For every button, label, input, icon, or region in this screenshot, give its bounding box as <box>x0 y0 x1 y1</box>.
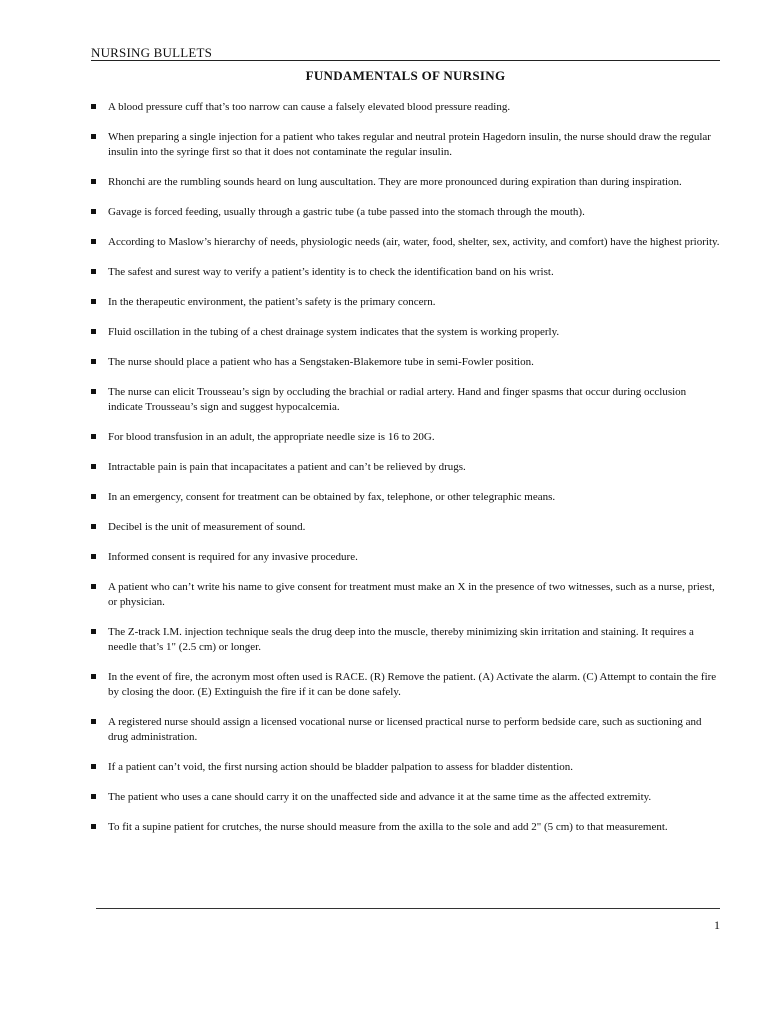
bullet-text: A registered nurse should assign a licensed vocational nurse or licensed practical nurse to perform bedside care, such as suctioning and drug administration. <box>108 716 702 743</box>
square-bullet-icon <box>91 494 96 499</box>
square-bullet-icon <box>91 629 96 634</box>
bullet-item <box>91 295 720 310</box>
bullet-item <box>91 205 720 220</box>
square-bullet-icon <box>91 824 96 829</box>
square-bullet-icon <box>91 524 96 529</box>
bullet-text: Decibel is the unit of measurement of sound. <box>108 521 306 533</box>
bullet-item <box>91 130 720 160</box>
bullet-text: Rhonchi are the rumbling sounds heard on lung auscultation. They are more pronounced during expiration than during inspiration. <box>108 176 682 188</box>
square-bullet-icon <box>91 389 96 394</box>
square-bullet-icon <box>91 584 96 589</box>
page-title: FUNDAMENTALS OF NURSING <box>305 68 506 83</box>
bullet-item <box>91 325 720 340</box>
bullet-text: A patient who can’t write his name to give consent for treatment must make an X in the presence of two witnesses, such as a nurse, priest, or physician. <box>108 581 715 608</box>
bullet-text: The nurse can elicit Trousseau’s sign by occluding the brachial or radial artery. Hand and finger spasms that occur during occlusion indicate Trousseau’s sign and suggest hypocalcemia. <box>108 386 687 413</box>
square-bullet-icon <box>91 464 96 469</box>
bullet-text: Fluid oscillation in the tubing of a chest drainage system indicates that the system is working properly. <box>108 326 560 338</box>
bullet-item <box>91 580 720 610</box>
bullet-text: If a patient can’t void, the first nursing action should be bladder palpation to assess for bladder distention. <box>108 761 574 773</box>
bullet-item <box>91 790 720 805</box>
bullet-item <box>91 490 720 505</box>
bullet-text: To fit a supine patient for crutches, the nurse should measure from the axilla to the sole and add 2" (5 cm) to that measurement. <box>108 821 668 833</box>
square-bullet-icon <box>91 239 96 244</box>
square-bullet-icon <box>91 554 96 559</box>
bullet-text: The safest and surest way to verify a patient’s identity is to check the identification band on his wrist. <box>108 266 554 278</box>
bullet-text: Informed consent is required for any invasive procedure. <box>108 551 358 563</box>
header-text: NURSING BULLETS <box>91 45 213 60</box>
square-bullet-icon <box>91 269 96 274</box>
footer-divider <box>96 908 720 909</box>
bullet-text: In the event of fire, the acronym most often used is RACE. (R) Remove the patient. (A) Activate the alarm. (C) Attempt to contain the fire by closing the door. (E) Extinguish the fire if it can be done safely. <box>108 671 717 698</box>
square-bullet-icon <box>91 329 96 334</box>
page-number: 1 <box>714 918 720 932</box>
bullet-list <box>91 100 720 850</box>
bullet-item <box>91 175 720 190</box>
square-bullet-icon <box>91 179 96 184</box>
bullet-text: According to Maslow’s hierarchy of needs, physiologic needs (air, water, food, shelter, sex, activity, and comfort) have the highest priority. <box>108 236 720 248</box>
bullet-item <box>91 550 720 565</box>
square-bullet-icon <box>91 104 96 109</box>
bullet-item <box>91 100 720 115</box>
bullet-text: Gavage is forced feeding, usually through a gastric tube (a tube passed into the stomach through the mouth). <box>108 206 585 218</box>
square-bullet-icon <box>91 764 96 769</box>
bullet-text: Intractable pain is pain that incapacitates a patient and can’t be relieved by drugs. <box>108 461 466 473</box>
bullet-text: When preparing a single injection for a patient who takes regular and neutral protein Hagedorn insulin, the nurse should draw the regular insulin into the syringe first so that it does not contaminate the regular insulin. <box>108 131 711 158</box>
square-bullet-icon <box>91 359 96 364</box>
square-bullet-icon <box>91 794 96 799</box>
bullet-text: A blood pressure cuff that’s too narrow can cause a falsely elevated blood pressure reading. <box>108 101 511 113</box>
bullet-item <box>91 760 720 775</box>
bullet-item <box>91 625 720 655</box>
bullet-item <box>91 670 720 700</box>
bullet-text: In an emergency, consent for treatment can be obtained by fax, telephone, or other telegraphic means. <box>108 491 556 503</box>
square-bullet-icon <box>91 209 96 214</box>
bullet-item <box>91 715 720 745</box>
bullet-item <box>91 520 720 535</box>
bullet-item <box>91 355 720 370</box>
bullet-item <box>91 385 720 415</box>
running-header <box>91 44 720 61</box>
bullet-item <box>91 235 720 250</box>
square-bullet-icon <box>91 299 96 304</box>
bullet-text: The patient who uses a cane should carry it on the unaffected side and advance it at the same time as the affected extremity. <box>108 791 652 803</box>
bullet-text: For blood transfusion in an adult, the appropriate needle size is 16 to 20G. <box>108 431 435 443</box>
bullet-item <box>91 265 720 280</box>
square-bullet-icon <box>91 434 96 439</box>
bullet-text: In the therapeutic environment, the patient’s safety is the primary concern. <box>108 296 436 308</box>
bullet-text: The Z-track I.M. injection technique seals the drug deep into the muscle, thereby minimizing skin irritation and staining. It requires a needle that’s 1" (2.5 cm) or longer. <box>108 626 694 653</box>
bullet-item <box>91 430 720 445</box>
bullet-item <box>91 460 720 475</box>
square-bullet-icon <box>91 134 96 139</box>
bullet-item <box>91 820 720 835</box>
bullet-text: The nurse should place a patient who has a Sengstaken-Blakemore tube in semi-Fowler position. <box>108 356 534 368</box>
square-bullet-icon <box>91 674 96 679</box>
square-bullet-icon <box>91 719 96 724</box>
